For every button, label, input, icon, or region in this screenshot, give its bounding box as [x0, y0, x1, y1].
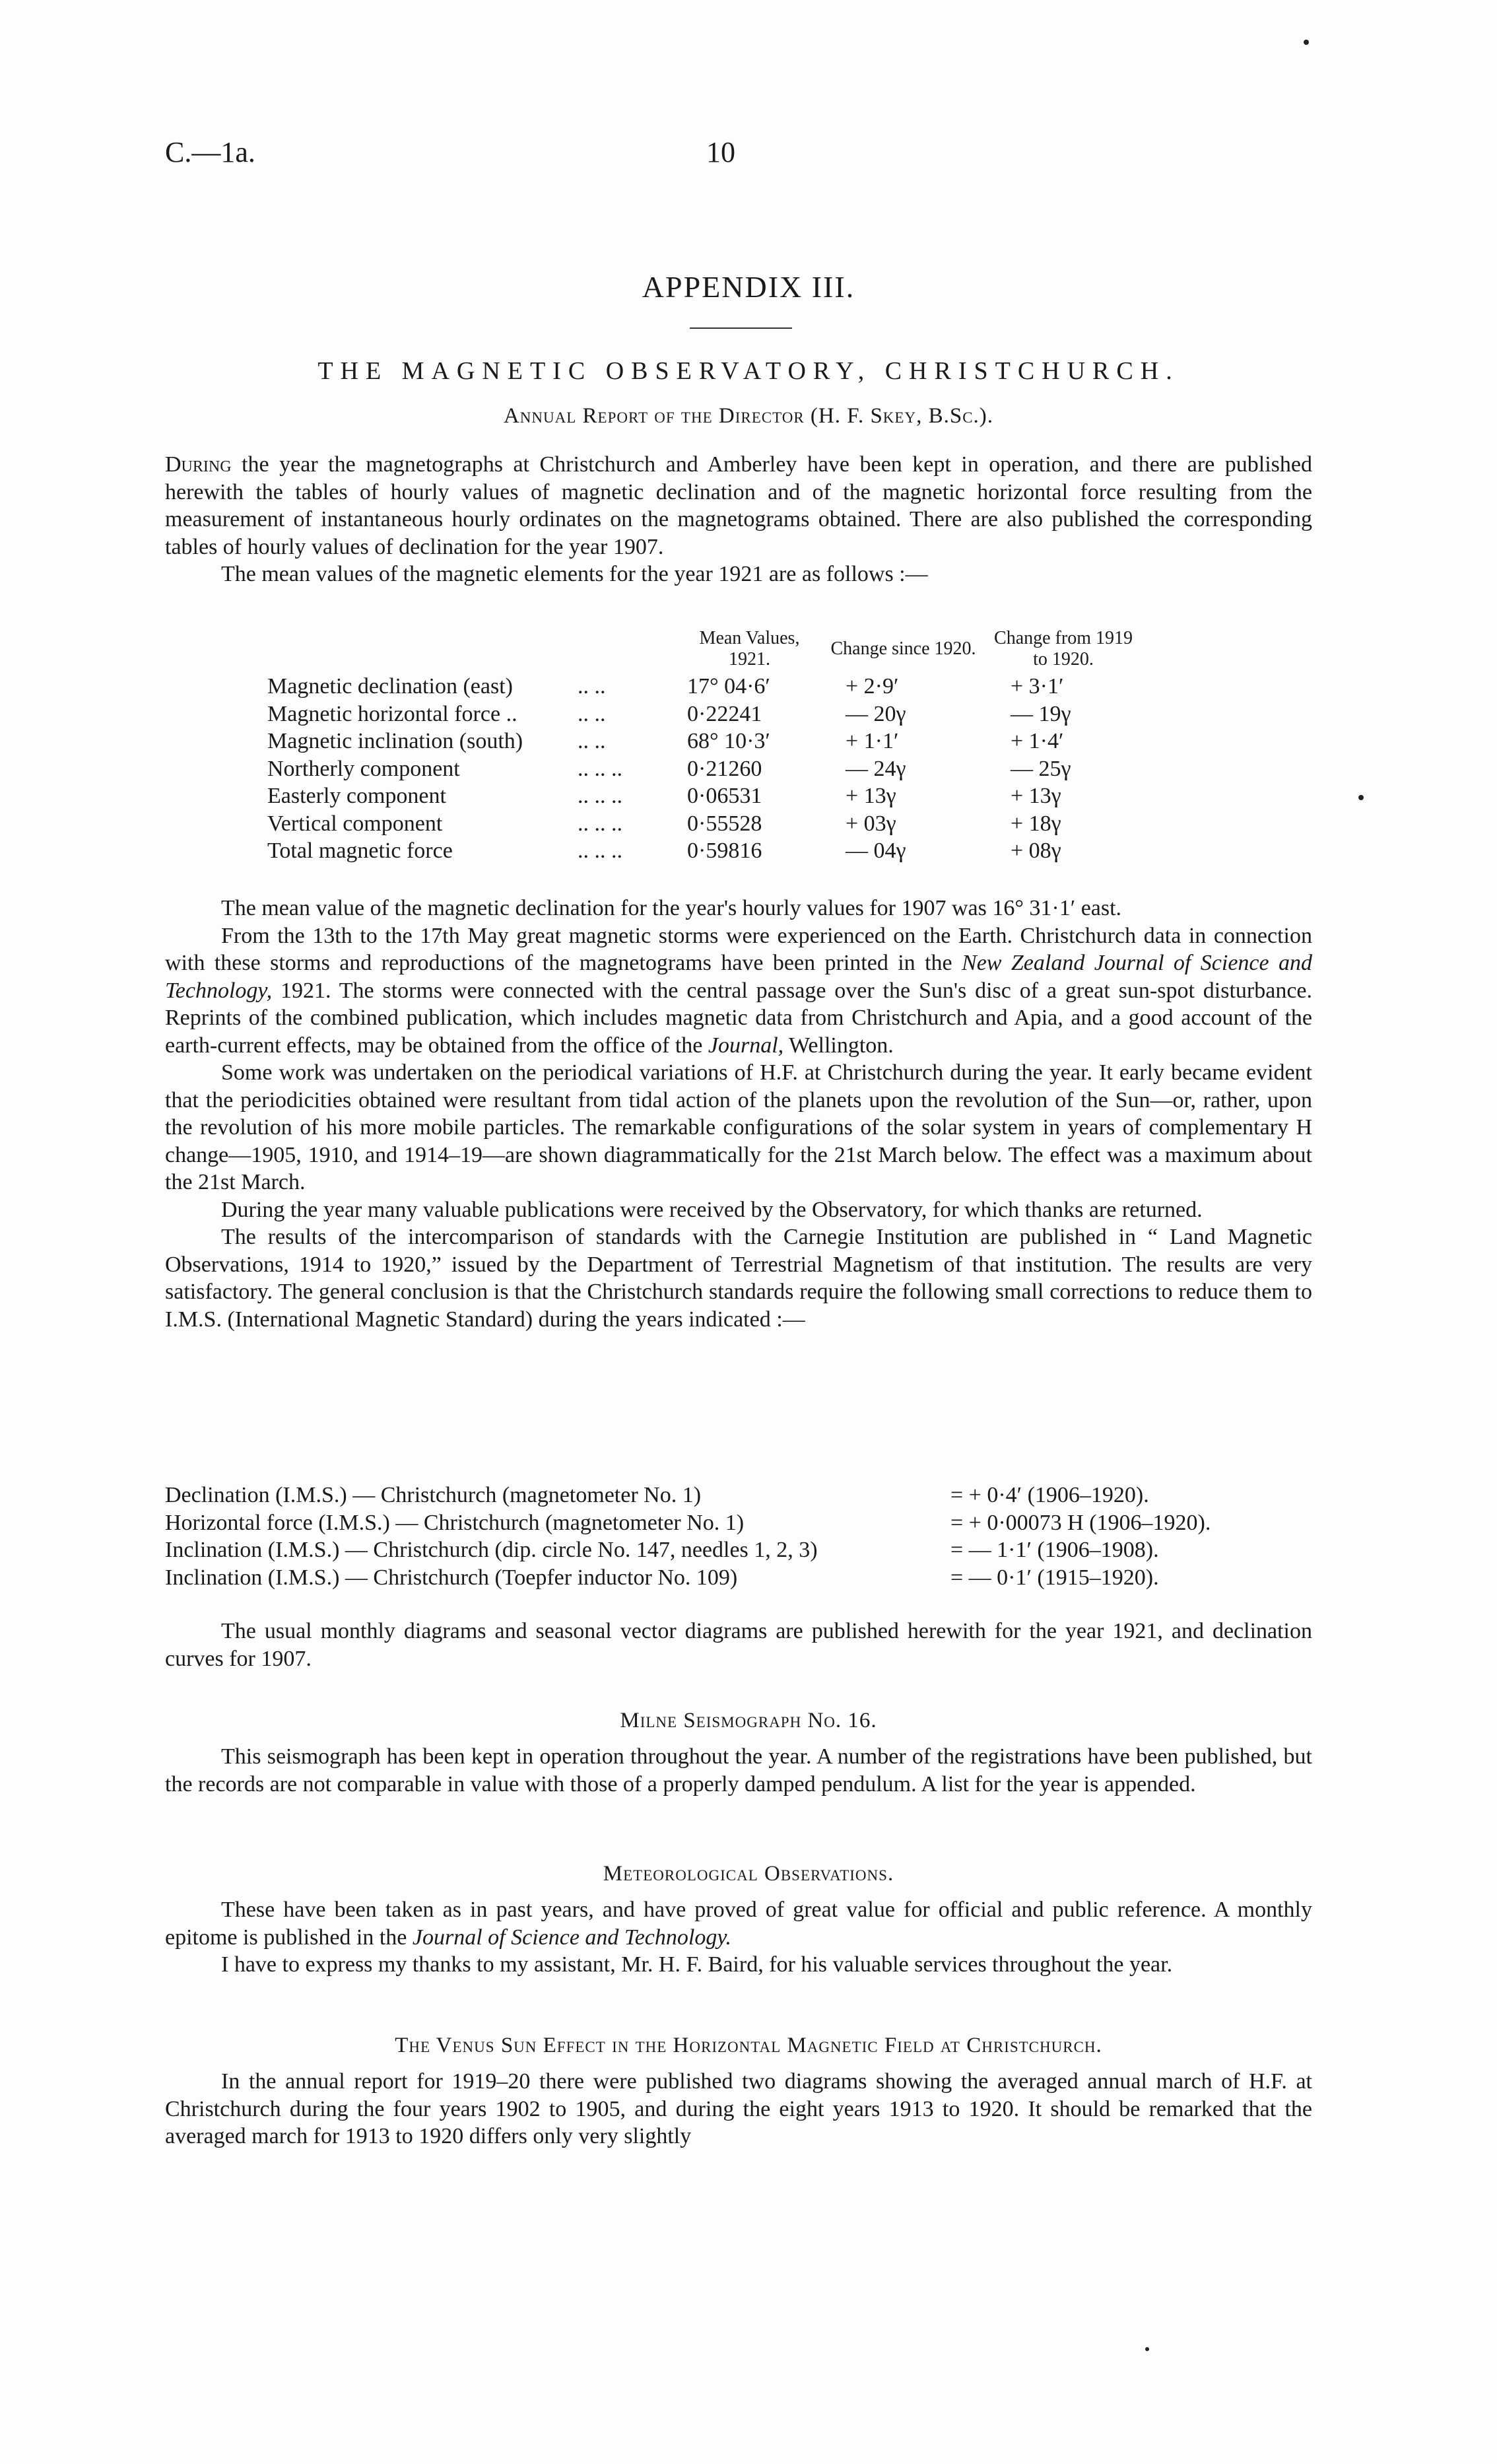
change-from: + 08γ — [1011, 838, 1061, 863]
para-mean-1907: The mean value of the magnetic declination for the year's hourly values for 1907 was 16° 31·1′ east. — [221, 896, 1122, 920]
appendix-title: APPENDIX III. — [642, 270, 855, 304]
section-subtitle: THE MAGNETIC OBSERVATORY, CHRISTCHURCH. — [317, 357, 1180, 385]
correction-label: Declination (I.M.S.) — Christchurch (magnetometer No. 1) — [165, 1483, 702, 1507]
change-from: + 3·1′ — [1011, 674, 1064, 699]
change-since: — 20γ — [846, 701, 906, 726]
table-row — [267, 810, 1143, 838]
mean-value: 68° 10·3′ — [687, 729, 770, 753]
meteorological-heading: Meteorological Observations. — [603, 1862, 894, 1886]
mean-values-intro: The mean values of the magnetic elements for the year 1921 are as follows :— — [221, 562, 928, 586]
table-row — [267, 673, 1143, 701]
leader-dots: .. .. .. — [578, 838, 622, 863]
element-name: Vertical component — [267, 811, 443, 836]
mean-value: 0·55528 — [687, 811, 762, 836]
correction-value: = — 1·1′ (1906–1908). — [950, 1538, 1159, 1562]
para-publications: During the year many valuable publications were received by the Observatory, for which thanks are returned. — [221, 1197, 1203, 1222]
table-row — [267, 782, 1143, 810]
leader-dots: .. .. — [578, 701, 606, 726]
leader-dots: .. .. .. — [578, 784, 622, 808]
para-periodical-variations: Some work was undertaken on the periodical variations of H.F. at Christchurch during the year. It early became evident that the periodicities obtained were resultant from tidal action of the planets upon the revolution of the Sun—or, rather, upon the revolution of his more mobile particles. The remarkable configurations of the solar system in years of complementary H change—1905, 1910, and 1914–19—are shown diagrammatically for the 21st March below. The effect was a maximum about the 21st March. — [165, 1060, 1312, 1194]
diagrams-section — [165, 1618, 1312, 1672]
venus-section — [165, 2068, 1312, 2150]
magnetic-elements-table — [267, 627, 1143, 865]
element-name: Magnetic inclination (south) — [267, 729, 523, 753]
table-row — [267, 755, 1143, 783]
correction-value: = + 0·00073 H (1906–1920). — [950, 1510, 1211, 1535]
para-milne: This seismograph has been kept in operation throughout the year. A number of the registrations have been published, but the records are not comparable in value with those of a properly damped pendulum. A list for the year is appended. — [165, 1744, 1312, 1797]
change-from: + 18γ — [1011, 811, 1061, 836]
journal-title: New Zealand Journal of Science and Technology, — [165, 951, 1312, 1003]
para-diagrams: The usual monthly diagrams and seasonal vector diagrams are published herewith for the year 1921, and declination curves for 1907. — [165, 1619, 1312, 1671]
intro-lead-word: During — [165, 452, 232, 477]
change-since: + 13γ — [846, 784, 896, 808]
speck-mark — [1145, 2347, 1149, 2351]
correction-label: Inclination (I.M.S.) — Christchurch (Toepfer inductor No. 109) — [165, 1565, 738, 1590]
change-since: — 24γ — [846, 756, 906, 781]
storms-text-b: 1921. The storms were connected with the central passage over the Sun's disc of a great sun-spot disturbance. Reprints of the combined publication, which includes magnetic data from Christchurch and Apia, and a good account of the earth-current effects, may be obtained from the office of the — [165, 978, 1312, 1058]
correction-label: Horizontal force (I.M.S.) — Christchurch (magnetometer No. 1) — [165, 1510, 745, 1535]
element-name: Magnetic declination (east) — [267, 674, 513, 699]
element-name: Total magnetic force — [267, 838, 453, 863]
para-carnegie: The results of the intercomparison of standards with the Carnegie Institution are published in “ Land Magnetic Observations, 1914 to 1920,” issued by the Department of Terrestrial Magnetism of that institution. The results are very satisfactory. The general conclusion is that the Christchurch standards require the following small corrections to reduce them to I.M.S. (International Magnetic Standard) during the years indicated :— — [165, 1225, 1312, 1332]
correction-value: = — 0·1′ (1915–1920). — [950, 1565, 1159, 1590]
mean-value: 0·21260 — [687, 756, 762, 781]
element-name: Magnetic horizontal force .. — [267, 701, 517, 726]
correction-row — [165, 1509, 1320, 1537]
leader-dots: .. .. .. — [578, 811, 622, 836]
storms-text-c: Wellington. — [783, 1033, 894, 1058]
correction-row — [165, 1564, 1320, 1592]
storms-text-a: From the 13th to the 17th May great magnetic storms were experienced on the Earth. Christchurch data in connection with these storms and reproductions of the magnetograms have been printed in the — [165, 923, 1312, 975]
correction-label: Inclination (I.M.S.) — Christchurch (dip. circle No. 147, needles 1, 2, 3) — [165, 1538, 818, 1562]
report-body — [165, 895, 1312, 1333]
table-row — [267, 728, 1143, 755]
para-thanks: I have to express my thanks to my assistant, Mr. H. F. Baird, for his valuable services throughout the year. — [221, 1952, 1173, 1977]
corrections-list — [165, 1482, 1320, 1591]
table-header-row — [267, 627, 1143, 673]
change-since: + 03γ — [846, 811, 896, 836]
element-name: Northerly component — [267, 756, 460, 781]
para-magnetic-storms — [165, 922, 1312, 1060]
speck-mark — [1358, 795, 1364, 800]
table-row — [267, 701, 1143, 728]
page-header — [165, 135, 1332, 182]
intro-section — [165, 451, 1312, 588]
leader-dots: .. .. — [578, 674, 606, 699]
change-since: + 1·1′ — [846, 729, 899, 753]
para-venus: In the annual report for 1919–20 there were published two diagrams showing the averaged annual march of H.F. at Christchurch during the four years 1902 to 1905, and during the eight years 1913 to 1920. It should be remarked that the averaged march for 1913 to 1920 differs only very slightly — [165, 2069, 1312, 2148]
annual-report-heading: Annual Report of the Director (H. F. Skey, B.Sc.). — [503, 404, 994, 428]
table-row — [267, 837, 1143, 865]
change-from: — 19γ — [1011, 701, 1071, 726]
correction-row — [165, 1482, 1320, 1509]
col-mean-values: Mean Values, 1921. — [699, 628, 800, 669]
mean-value: 17° 04·6′ — [687, 674, 770, 699]
leader-dots: .. .. .. — [578, 756, 622, 781]
meteorological-text: These have been taken as in past years, and have proved of great value for official and public reference. A monthly epitome is published in the — [165, 1898, 1312, 1950]
venus-heading: The Venus Sun Effect in the Horizontal Magnetic Field at Christchurch. — [395, 2034, 1102, 2057]
intro-text: the year the magnetographs at Christchurch and Amberley have been kept in operation, and there are published herewith the tables of hourly values of magnetic declination and of the magnetic horizontal force resulting from the measurement of instantaneous hourly ordinates on the magnetograms obtained. There are also published the corresponding tables of hourly values of declination for the year 1907. — [165, 452, 1312, 559]
leader-dots: .. .. — [578, 729, 606, 753]
change-from: + 13γ — [1011, 784, 1061, 808]
document-reference: C.—1a. — [165, 136, 255, 168]
journal-short-title: Journal, — [708, 1033, 784, 1058]
para-meteorological — [165, 1896, 1312, 1951]
intro-paragraph — [165, 451, 1312, 561]
change-from: — 25γ — [1011, 756, 1071, 781]
title-divider — [690, 327, 792, 329]
change-from: + 1·4′ — [1011, 729, 1064, 753]
milne-section — [165, 1743, 1312, 1798]
mean-value: 0·06531 — [687, 784, 762, 808]
change-since: + 2·9′ — [846, 674, 899, 699]
milne-heading: Milne Seismograph No. 16. — [620, 1709, 877, 1732]
element-name: Easterly component — [267, 784, 446, 808]
correction-row — [165, 1536, 1320, 1564]
journal-title: Journal of Science and Technology. — [412, 1925, 732, 1950]
col-change-from: Change from 1919 to 1920. — [994, 628, 1133, 669]
meteorological-section — [165, 1896, 1312, 1979]
page-number: 10 — [706, 136, 735, 168]
speck-mark — [1304, 40, 1309, 45]
change-since: — 04γ — [846, 838, 906, 863]
col-change-since: Change since 1920. — [830, 638, 976, 659]
mean-value: 0·59816 — [687, 838, 762, 863]
mean-value: 0·22241 — [687, 701, 762, 726]
correction-value: = + 0·4′ (1906–1920). — [950, 1483, 1149, 1507]
